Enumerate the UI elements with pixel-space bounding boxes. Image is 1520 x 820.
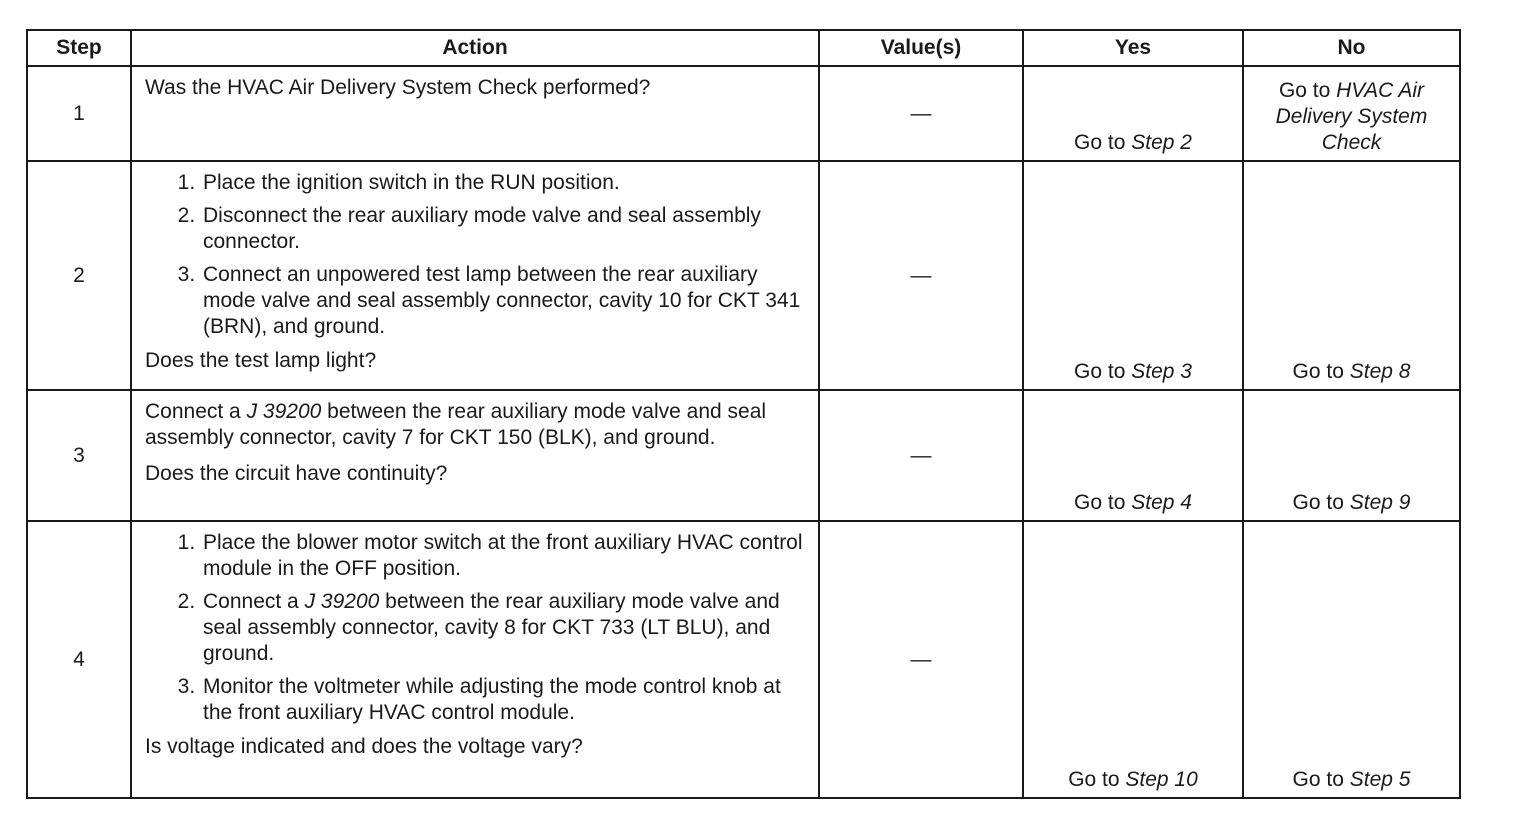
step-number: 1 [27,66,131,161]
action-question: Is voltage indicated and does the voltage vary? [145,735,583,758]
value-dash: — [910,443,932,467]
yes-step-link[interactable]: Step 3 [1131,360,1192,383]
action-cell [131,390,819,521]
yes-prefix: Go to [1074,491,1132,514]
step-number: 4 [27,521,131,798]
yes-step-link[interactable]: Step 4 [1131,491,1192,514]
step-number: 2 [27,161,131,390]
no-prefix: Go to [1292,768,1350,791]
action-steps-list [145,530,804,726]
no-cell [1243,161,1460,390]
action-cell [131,161,819,390]
header-action: Action [131,30,819,66]
table-row [27,390,1460,521]
yes-cell [1023,66,1243,161]
header-step: Step [27,30,131,66]
no-prefix: Go to [1278,79,1337,102]
yes-step-link[interactable]: Step 10 [1125,768,1198,791]
action-step-item: 1. Place the blower motor switch at the front auxiliary HVAC control module in the OFF position. [201,530,804,582]
action-step-item: 1. Place the ignition switch in the RUN position. [201,170,804,196]
no-step-link[interactable]: HVAC Air Delivery System Check [1275,79,1428,154]
value-dash: — [910,263,932,287]
yes-prefix: Go to [1068,768,1126,791]
yes-cell [1023,390,1243,521]
action-step-item: 3. Connect an unpowered test lamp between the rear auxiliary mode valve and seal assembly connector, cavity 10 for CKT 341 (BRN), and ground. [201,262,804,340]
table-row [27,66,1460,161]
no-cell [1243,390,1460,521]
action-paragraph [145,399,804,451]
value-cell [819,161,1023,390]
action-question: Does the circuit have continuity? [145,462,448,485]
value-dash: — [910,101,932,125]
yes-cell [1023,161,1243,390]
action-step-item [201,589,804,667]
action-text: between the rear auxiliary mode valve and seal assembly connector, cavity 7 for CKT 150 (BLK), and ground. [145,400,767,449]
no-step-link[interactable]: Step 9 [1349,491,1411,514]
header-no: No [1243,30,1460,66]
value-dash: — [910,647,932,671]
header-yes: Yes [1023,30,1243,66]
table-row [27,521,1460,798]
value-cell [819,390,1023,521]
no-step-link[interactable]: Step 8 [1349,360,1411,383]
table-row [27,161,1460,390]
value-cell [819,521,1023,798]
step-number: 3 [27,390,131,521]
yes-prefix: Go to [1074,360,1132,383]
yes-step-link[interactable]: Step 2 [1131,131,1192,154]
no-prefix: Go to [1292,360,1350,383]
action-steps-list [145,170,804,340]
action-cell [131,521,819,798]
value-cell [819,66,1023,161]
action-question: Does the test lamp light? [145,349,377,372]
action-text: between the rear auxiliary mode valve and seal assembly connector, cavity 8 for CKT 733 (LT BLU), and ground. [203,590,780,665]
header-values: Value(s) [819,30,1023,66]
diagnostic-table [26,29,1461,799]
yes-prefix: Go to [1074,131,1132,154]
yes-cell [1023,521,1243,798]
no-cell [1243,66,1460,161]
header-row [27,30,1460,66]
no-prefix: Go to [1292,491,1350,514]
tool-reference: J 39200 [246,400,322,423]
no-step-link[interactable]: Step 5 [1349,768,1411,791]
action-step-item: 2. Disconnect the rear auxiliary mode valve and seal assembly connector. [201,203,804,255]
action-step-item: 3. Monitor the voltmeter while adjusting the mode control knob at the front auxiliary HVAC control module. [201,674,804,726]
tool-reference: J 39200 [304,590,380,613]
action-text: Connect a [203,590,305,613]
action-cell [131,66,819,161]
no-cell [1243,521,1460,798]
action-question: Was the HVAC Air Delivery System Check performed? [145,76,651,99]
action-text: Connect a [145,400,247,423]
